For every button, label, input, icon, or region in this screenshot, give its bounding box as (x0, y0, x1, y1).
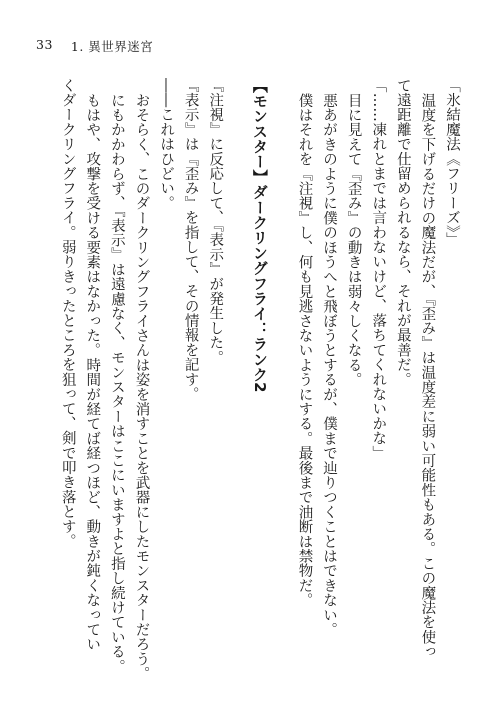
body-text (44, 78, 464, 681)
text-line: 『表示』は『歪み』を指して、その情報を記す。 (182, 78, 199, 402)
text-line: 「氷結魔法《フリーズ》」 (444, 78, 460, 248)
text-line: にもかかわらず、『表示』は遠慮なく、モンスターはここにいますよと指し続けている。 (108, 92, 125, 674)
text-line: おそらく、このダークリングフライさんは姿を消すことを武器にしたモンスターだろう。 (133, 92, 150, 681)
monster-heading: 【モンスター】ダークリングフライ：ランク2 (250, 78, 269, 393)
text-line: 温度を下げるだけの魔法だが、『歪み』は温度差に弱い可能性もある。この魔法を使っ (419, 92, 436, 659)
text-line: 「……凍れとまでは言わないけど、落ちてくれないかな」 (370, 78, 387, 461)
running-header (36, 37, 153, 55)
text-line: 『注視』に反応して、『表示』が発生した。 (207, 78, 224, 365)
text-line: くダークリングフライ。弱りきったところを狙って、剣で叩き落とす。 (59, 78, 76, 549)
text-line: 目に見えて『歪み』の動きは弱々しくなる。 (345, 92, 362, 387)
text-line: 悪あがきのように僕のほうへと飛ぼうとするが、僕まで辿りつくことはできない。 (321, 92, 338, 637)
vertical-text-column (44, 78, 464, 681)
text-line: ――これはひどい。 (158, 78, 175, 211)
text-line: て遠距離で仕留められるなら、それが最善だ。 (394, 78, 411, 387)
page-number: 33 (36, 37, 53, 52)
text-line: もはや、攻撃を受ける要素はなかった。時間が経てば経つほど、動きが鈍くなってい (84, 92, 101, 652)
chapter-title: 1. 異世界迷宮 (70, 39, 154, 54)
text-line: 僕はそれを『注視』し、何も見逃さないようにする。最後まで油断は禁物だ。 (296, 92, 313, 607)
